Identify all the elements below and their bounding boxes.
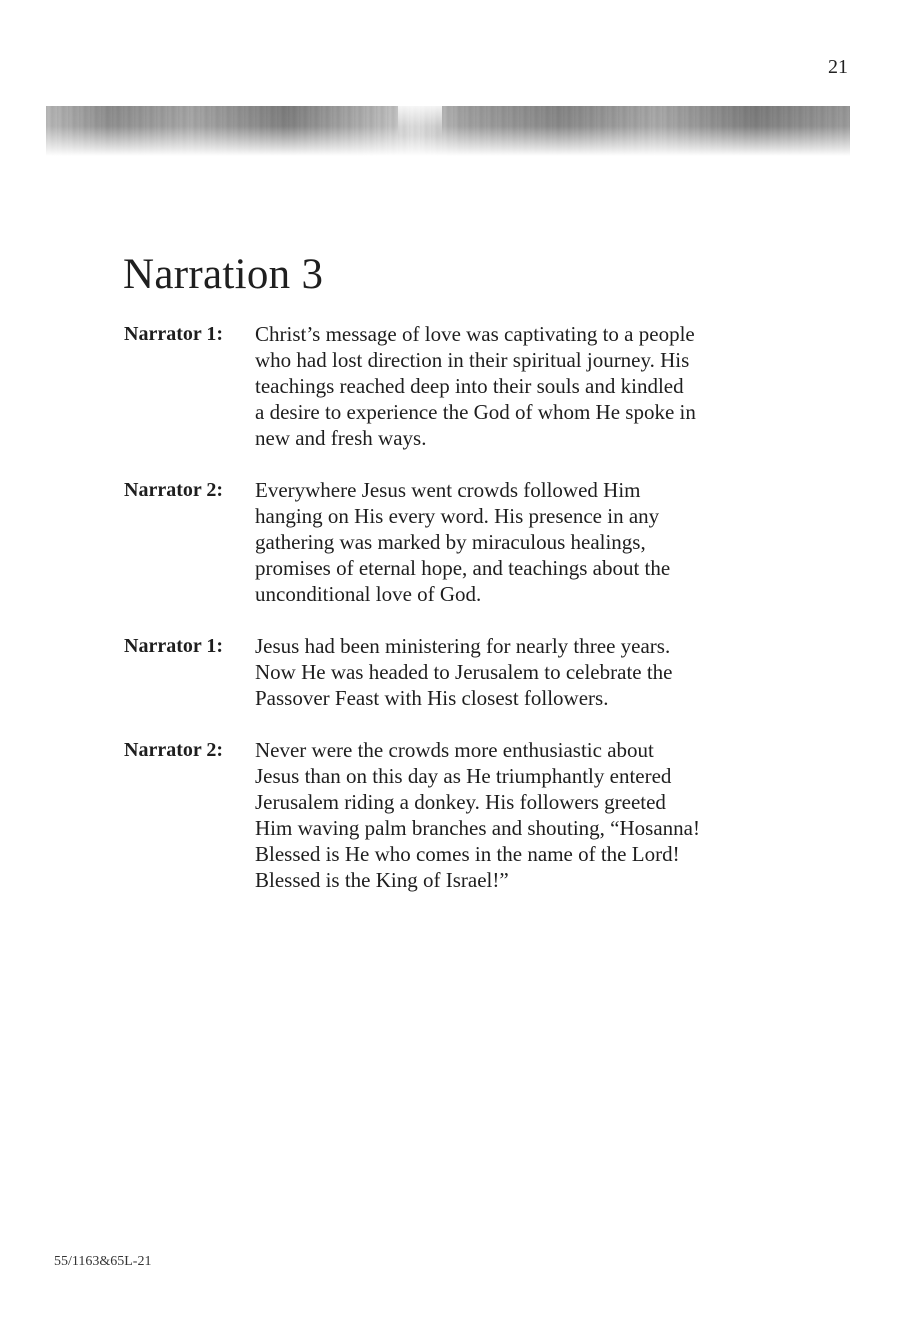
speech-text bbox=[255, 477, 804, 607]
speech-line: hanging on His every word. His presence in any bbox=[255, 504, 660, 528]
speaker-label: Narrator 2: bbox=[124, 479, 224, 501]
speaker-label: Narrator 2: bbox=[124, 739, 224, 761]
speech-text bbox=[255, 321, 804, 451]
narration-entry bbox=[124, 633, 804, 711]
speech-line: Christ’s message of love was captivating to a people bbox=[255, 322, 695, 346]
narration-entry bbox=[124, 321, 804, 451]
page-number: 21 bbox=[828, 56, 848, 78]
speech-text bbox=[255, 737, 804, 893]
footer-product-code: 55/1163&65L-21 bbox=[54, 1254, 152, 1269]
decorative-header-band bbox=[46, 106, 850, 156]
speech-line: gathering was marked by miraculous healings, bbox=[255, 530, 646, 554]
section-title: Narration 3 bbox=[123, 251, 324, 298]
speech-line: Never were the crowds more enthusiastic about bbox=[255, 738, 654, 762]
narration-entry bbox=[124, 737, 804, 893]
speech-text bbox=[255, 633, 804, 711]
narration-entry bbox=[124, 477, 804, 607]
speech-line: Blessed is He who comes in the name of the Lord! bbox=[255, 842, 680, 866]
speech-line: Blessed is the King of Israel!” bbox=[255, 868, 509, 892]
speech-line: who had lost direction in their spiritual journey. His bbox=[255, 348, 690, 372]
speech-line: Jesus than on this day as He triumphantly entered bbox=[255, 764, 672, 788]
speech-line: unconditional love of God. bbox=[255, 582, 482, 606]
speech-line: Jesus had been ministering for nearly three years. bbox=[255, 634, 671, 658]
speech-line: a desire to experience the God of whom He spoke in bbox=[255, 400, 696, 424]
speech-line: promises of eternal hope, and teachings about the bbox=[255, 556, 671, 580]
speech-line: Him waving palm branches and shouting, “Hosanna! bbox=[255, 816, 700, 840]
speaker-label: Narrator 1: bbox=[124, 323, 224, 345]
speech-line: teachings reached deep into their souls and kindled bbox=[255, 374, 684, 398]
speech-line: Passover Feast with His closest followers. bbox=[255, 686, 609, 710]
speech-line: Jerusalem riding a donkey. His followers greeted bbox=[255, 790, 666, 814]
speaker-label: Narrator 1: bbox=[124, 635, 224, 657]
speech-line: new and fresh ways. bbox=[255, 426, 427, 450]
narration-entries bbox=[124, 321, 804, 919]
speech-line: Everywhere Jesus went crowds followed Him bbox=[255, 478, 641, 502]
speech-line: Now He was headed to Jerusalem to celebrate the bbox=[255, 660, 673, 684]
